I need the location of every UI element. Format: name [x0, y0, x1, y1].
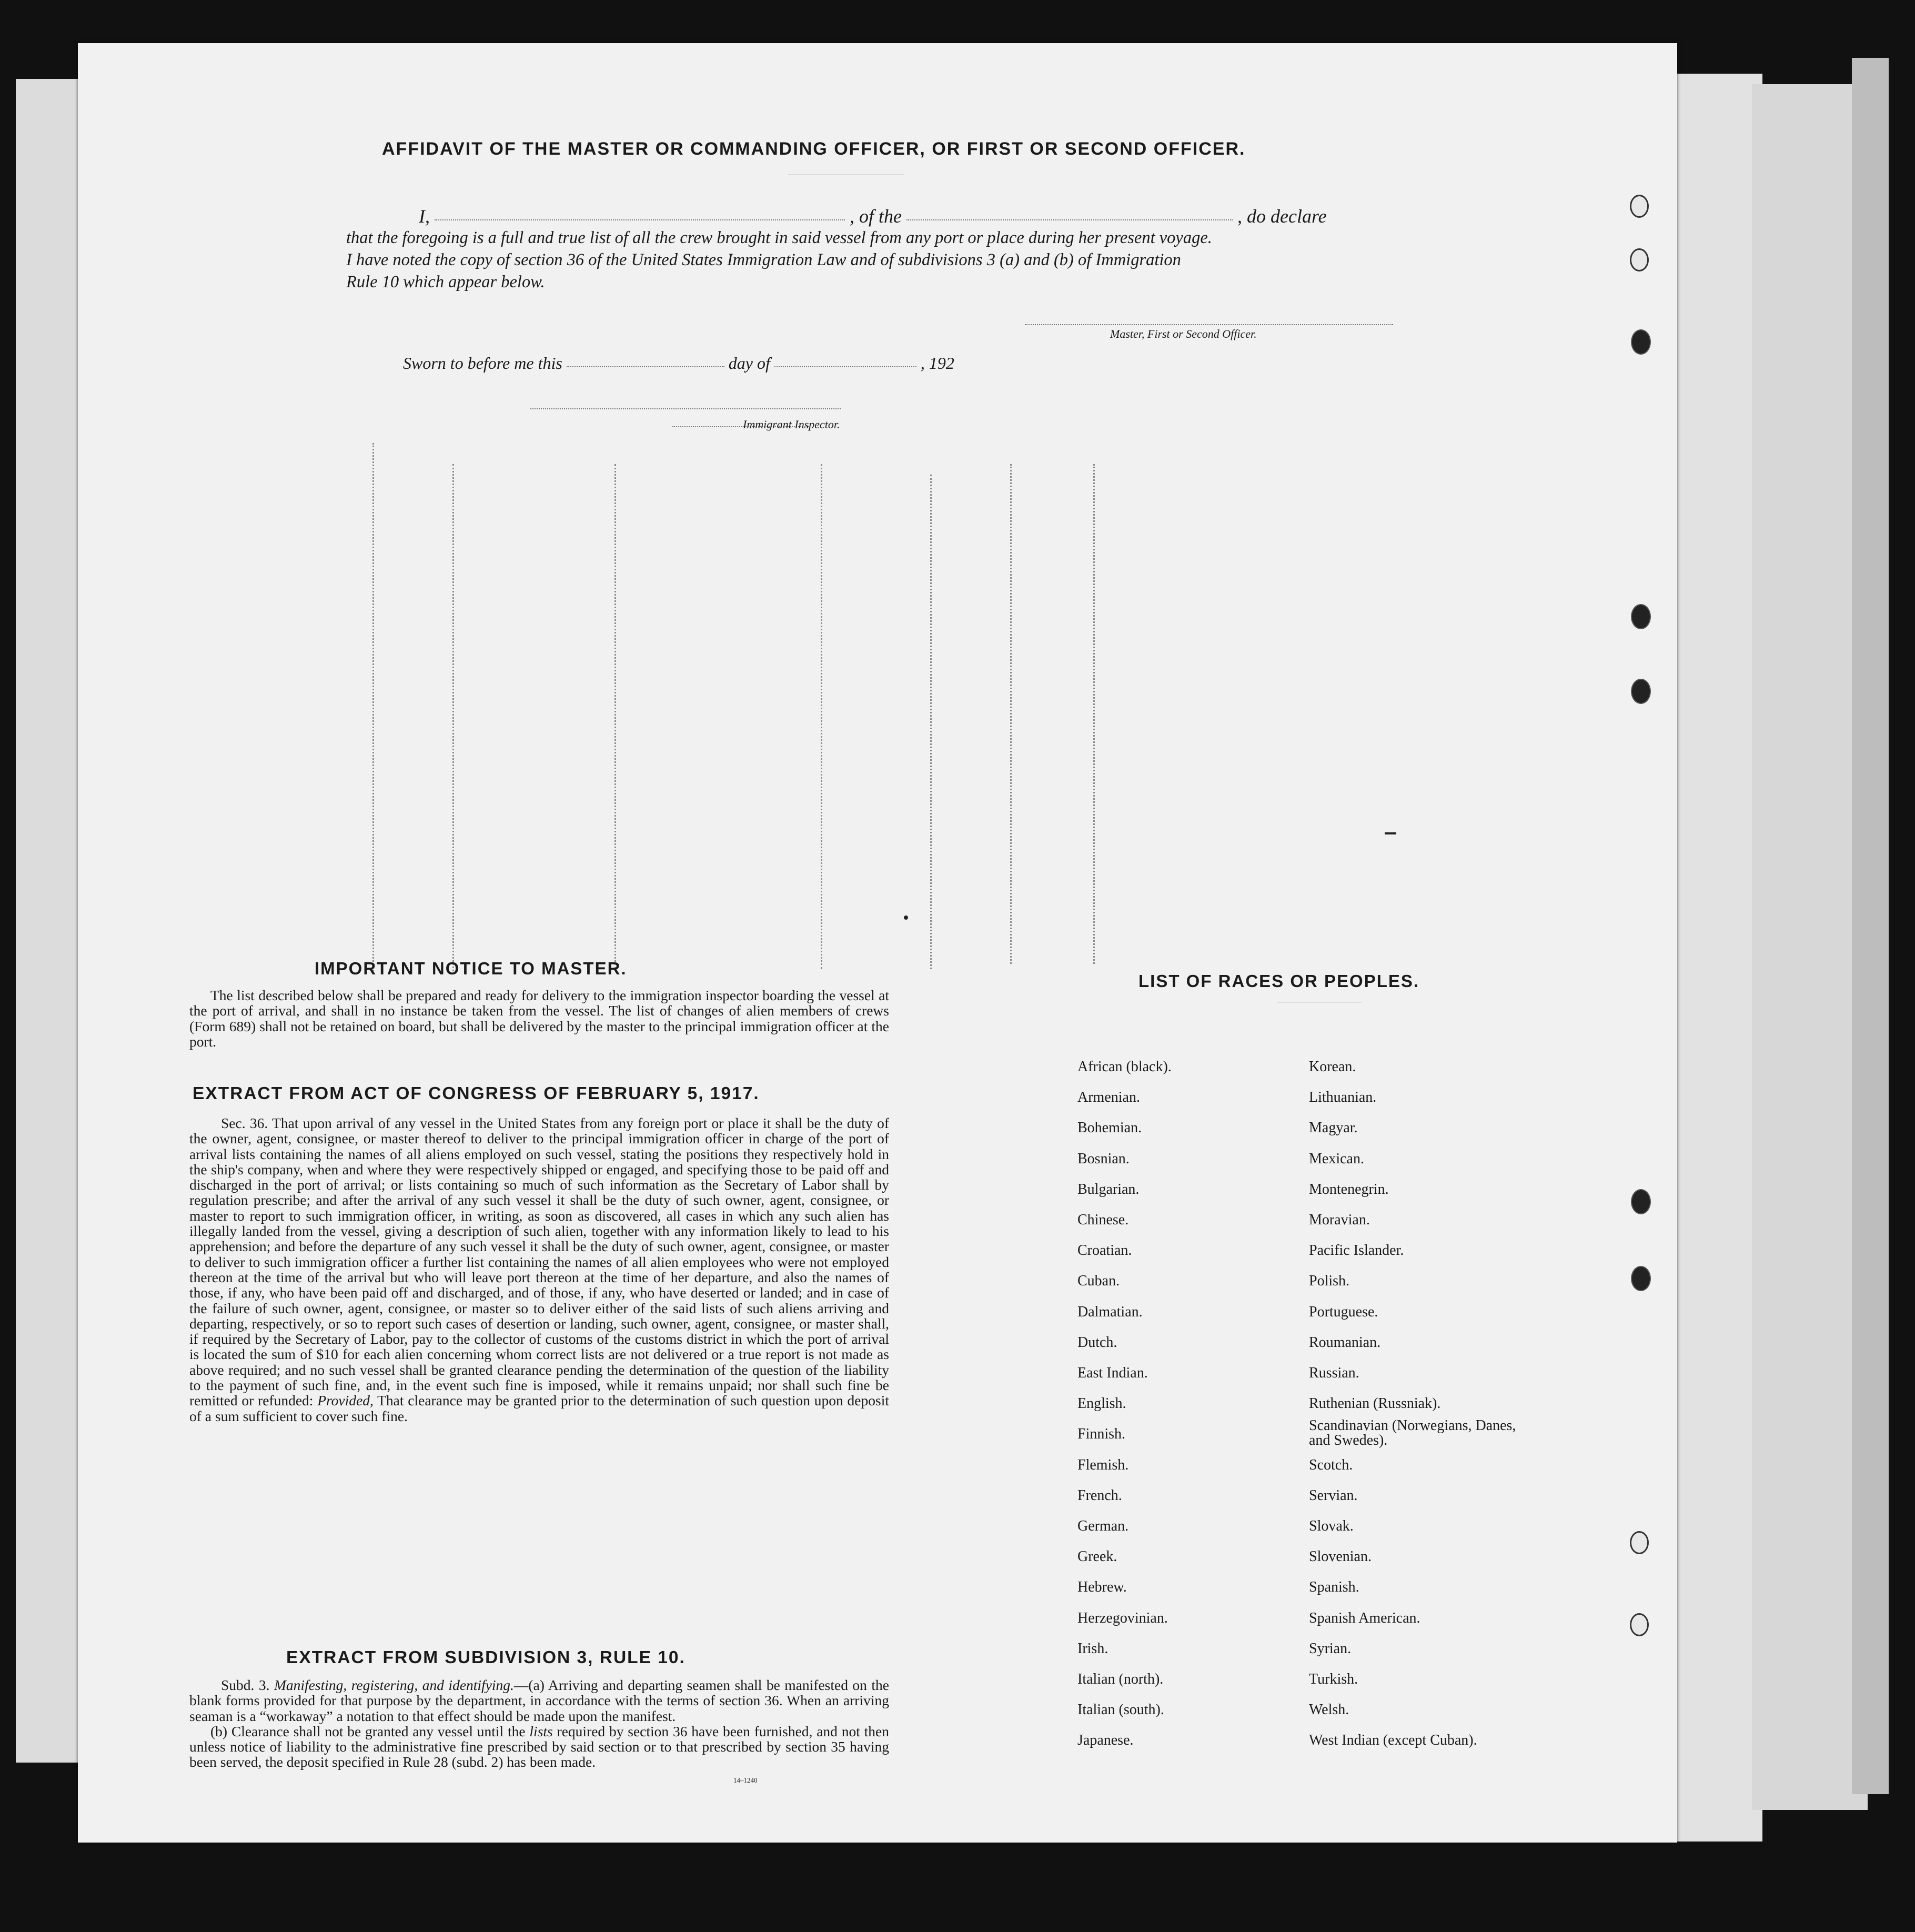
race-item: Russian.	[1309, 1365, 1359, 1381]
act-extract-title: EXTRACT FROM ACT OF CONGRESS OF FEBRUARY 5, 1917.	[193, 1084, 760, 1103]
race-item: Turkish.	[1309, 1671, 1358, 1687]
column-rule	[1093, 464, 1095, 964]
column-rule	[614, 464, 616, 969]
race-item: Slovenian.	[1309, 1548, 1372, 1565]
race-item: Finnish.	[1077, 1426, 1126, 1443]
form-page	[78, 43, 1677, 1843]
race-item: Chinese.	[1077, 1212, 1129, 1228]
sworn-day-field[interactable]	[567, 363, 724, 367]
race-item: Welsh.	[1309, 1702, 1349, 1718]
notice-title: IMPORTANT NOTICE TO MASTER.	[315, 959, 627, 978]
race-item: Flemish.	[1077, 1456, 1129, 1473]
race-item: Dutch.	[1077, 1334, 1117, 1351]
column-rule	[1010, 464, 1012, 964]
binder-hole	[1630, 195, 1649, 218]
race-item: Portuguese.	[1309, 1303, 1378, 1320]
affidavit-body-line-3: Rule 10 which appear below.	[346, 273, 545, 291]
race-item: Irish.	[1077, 1640, 1108, 1657]
section-label: Sec. 36.	[221, 1115, 268, 1131]
column-rule	[821, 464, 822, 969]
affidavit-title: AFFIDAVIT OF THE MASTER OR COMMANDING OFFICER, OR FIRST OR SECOND OFFICER.	[382, 139, 1246, 159]
rule-para-b-lists: lists	[529, 1723, 553, 1739]
race-item: Pacific Islander.	[1309, 1242, 1404, 1259]
vessel-field[interactable]	[906, 216, 1233, 220]
race-item: Japanese.	[1077, 1732, 1134, 1749]
subd-label: Subd. 3.	[221, 1677, 270, 1693]
binder-hole	[1630, 1613, 1649, 1636]
i-label: I,	[419, 206, 430, 227]
race-item: Slovak.	[1309, 1518, 1354, 1534]
race-item: Bulgarian.	[1077, 1181, 1140, 1198]
race-item: Greek.	[1077, 1548, 1117, 1565]
rule-para-a-text: —(a) Arriving and departing seamen shall be manifested on the blank forms provided for that purpose by the department, in accordance with the terms of section 36. When an arriving seaman is a “workaway” a notation to that effect should be made upon the manifest.	[189, 1677, 889, 1724]
sworn-day-of: day of	[728, 354, 770, 373]
binder-hole	[1631, 1189, 1651, 1214]
name-field[interactable]	[435, 216, 845, 220]
race-item: German.	[1077, 1518, 1129, 1534]
provided-text: That clearance may be granted prior to the determination of such question upon deposit of a sum sufficient to cover such fine.	[189, 1392, 889, 1424]
race-item: Spanish American.	[1309, 1609, 1420, 1626]
do-declare-label: , do declare	[1237, 206, 1327, 227]
inspector-label: Immigrant Inspector.	[743, 418, 840, 431]
race-item: Bosnian.	[1077, 1150, 1130, 1167]
affidavit-body-line-1: that the foregoing is a full and true list of all the crew brought in said vessel from any port or place during her present voyage.	[346, 228, 1212, 247]
form-number: 14–1240	[733, 1776, 758, 1784]
race-item: Croatian.	[1077, 1242, 1132, 1259]
race-item: Bohemian.	[1077, 1120, 1142, 1136]
binder-hole	[1631, 1266, 1651, 1291]
race-item: Italian (north).	[1077, 1671, 1164, 1687]
binder-hole	[1630, 1531, 1649, 1554]
sworn-prefix: Sworn to before me this	[403, 354, 562, 373]
race-item: Spanish.	[1309, 1579, 1359, 1596]
race-item: French.	[1077, 1487, 1122, 1504]
race-item: Polish.	[1309, 1273, 1350, 1290]
race-item: Hebrew.	[1077, 1579, 1127, 1596]
race-item: Korean.	[1309, 1059, 1356, 1075]
master-signature-line[interactable]	[1025, 321, 1393, 325]
column-rule	[372, 443, 374, 974]
binder-hole	[1631, 604, 1651, 629]
race-item: Herzegovinian.	[1077, 1609, 1168, 1626]
race-item: African (black).	[1077, 1059, 1172, 1075]
race-item: Scotch.	[1309, 1456, 1353, 1473]
race-item: Moravian.	[1309, 1212, 1370, 1228]
subd-heading: Manifesting, registering, and identifying.	[274, 1677, 514, 1693]
affidavit-body-line-2: I have noted the copy of section 36 of the United States Immigration Law and of subdivisions 3 (a) and (b) of Immigration	[346, 250, 1181, 269]
notice-text	[189, 988, 889, 1049]
binder-hole	[1631, 679, 1651, 704]
race-item: Scandinavian (Norwegians, Danes, and Swedes).	[1309, 1417, 1516, 1449]
race-item: Armenian.	[1077, 1089, 1140, 1106]
race-item: Syrian.	[1309, 1640, 1352, 1657]
race-item: Roumanian.	[1309, 1334, 1381, 1351]
column-rule	[452, 464, 454, 974]
of-the-label: , of the	[850, 206, 902, 227]
rule-para-b	[189, 1724, 889, 1770]
declare-line	[419, 205, 1327, 227]
race-item: Mexican.	[1309, 1150, 1364, 1167]
rule-para-b-start: (b) Clearance shall not be granted any vessel until the	[210, 1723, 526, 1739]
race-item: Ruthenian (Russniak).	[1309, 1395, 1441, 1412]
underlying-sheet-far-right	[1752, 84, 1868, 1810]
inspector-signature-line[interactable]	[530, 405, 841, 409]
provided-word: Provided,	[317, 1392, 374, 1409]
underlying-sheet-edge	[1852, 58, 1889, 1794]
race-item: Servian.	[1309, 1487, 1358, 1504]
act-paragraph	[189, 1115, 889, 1424]
sworn-line	[403, 354, 954, 373]
race-item: West Indian (except Cuban).	[1309, 1732, 1477, 1749]
rule-para-b-end: required by section 36 have been furnished, and not then unless notice of liability to the administrative fine prescribed by said section or to that prescribed by section 35 having been served, the deposit specified in Rule 28 (subd. 2) has been made.	[189, 1723, 890, 1770]
race-item: Montenegrin.	[1309, 1181, 1389, 1198]
race-item: Lithuanian.	[1309, 1089, 1377, 1106]
sworn-month-field[interactable]	[774, 363, 916, 367]
race-item: English.	[1077, 1395, 1126, 1412]
act-body: That upon arrival of any vessel in the United States from any foreign port or place it shall be the duty of the owner, agent, consignee, or master thereof to deliver to the principal immigration officer in charge of the port of arrival lists containing the names of all aliens employed on such vessel, stating the positions they respectively hold in the ship's company, when and where they were respectively shipped or engaged, and specifying those to be paid off and discharged in the port of arrival; or lists containing so much of such information as the Secretary of Labor shall by regulation prescribe; and after the arrival of any such vessel it shall be the duty of such owner, agent, consignee, or master to report to such immigration officer, in writing, as soon as discovered, all cases in which any such alien has illegally landed from the vessel, giving a description of such alien, together with any information likely to lead to his apprehension; and before the departure of any such vessel it shall be the duty of such owner, agent, consignee, or master to deliver to such immigration officer a further list containing the names of all alien employees who were not employed thereon at the time of the arrival but who will leave port thereon at the time of her departure, and also the names of those, if any, who have been paid off and discharged, and of those, if any, who have deserted or landed; and in case of the failure of such owner, agent, consignee, or master so to deliver either of the said lists of such aliens arriving and departing, respectively, or so to report such cases of desertion or landing, such owner, agent, consignee, or master shall, if required by the Secretary of Labor, pay to the collector of customs of the customs district in which the port of arrival is located the sum of $10 for each alien concerning whom correct lists are not delivered or a true report is not made as above required; and no such vessel shall be granted clearance pending the determination of the question of the liability to the payment of such fine, and, in the event such fine is imposed, while it remains unpaid; nor shall such fine be remitted or refunded:	[189, 1115, 889, 1409]
race-item: Cuban.	[1077, 1273, 1120, 1290]
master-label: Master, First or Second Officer.	[1110, 327, 1257, 340]
sworn-year: , 192	[920, 354, 954, 373]
race-item: Magyar.	[1309, 1120, 1358, 1136]
rule-extract-title: EXTRACT FROM SUBDIVISION 3, RULE 10.	[286, 1648, 686, 1667]
binder-hole	[1631, 329, 1651, 355]
stray-mark	[1385, 832, 1396, 834]
race-item: Dalmatian.	[1077, 1303, 1143, 1320]
race-item: East Indian.	[1077, 1365, 1148, 1381]
act-extract-text	[189, 1115, 889, 1424]
rule-para-a	[189, 1677, 889, 1724]
notice-paragraph: The list described below shall be prepared and ready for delivery to the immigration inspector boarding the vessel at the port of arrival, and shall in no instance be taken from the vessel. The list of changes of alien members of crews (Form 689) shall not be retained on board, but shall be delivered by the master to the principal immigration officer at the port.	[189, 987, 889, 1050]
binder-hole	[1630, 248, 1649, 271]
races-title: LIST OF RACES OR PEOPLES.	[1138, 971, 1420, 991]
rule-extract-text	[189, 1677, 889, 1770]
race-item: Italian (south).	[1077, 1702, 1164, 1718]
stray-mark	[904, 915, 908, 920]
column-rule	[930, 475, 932, 969]
